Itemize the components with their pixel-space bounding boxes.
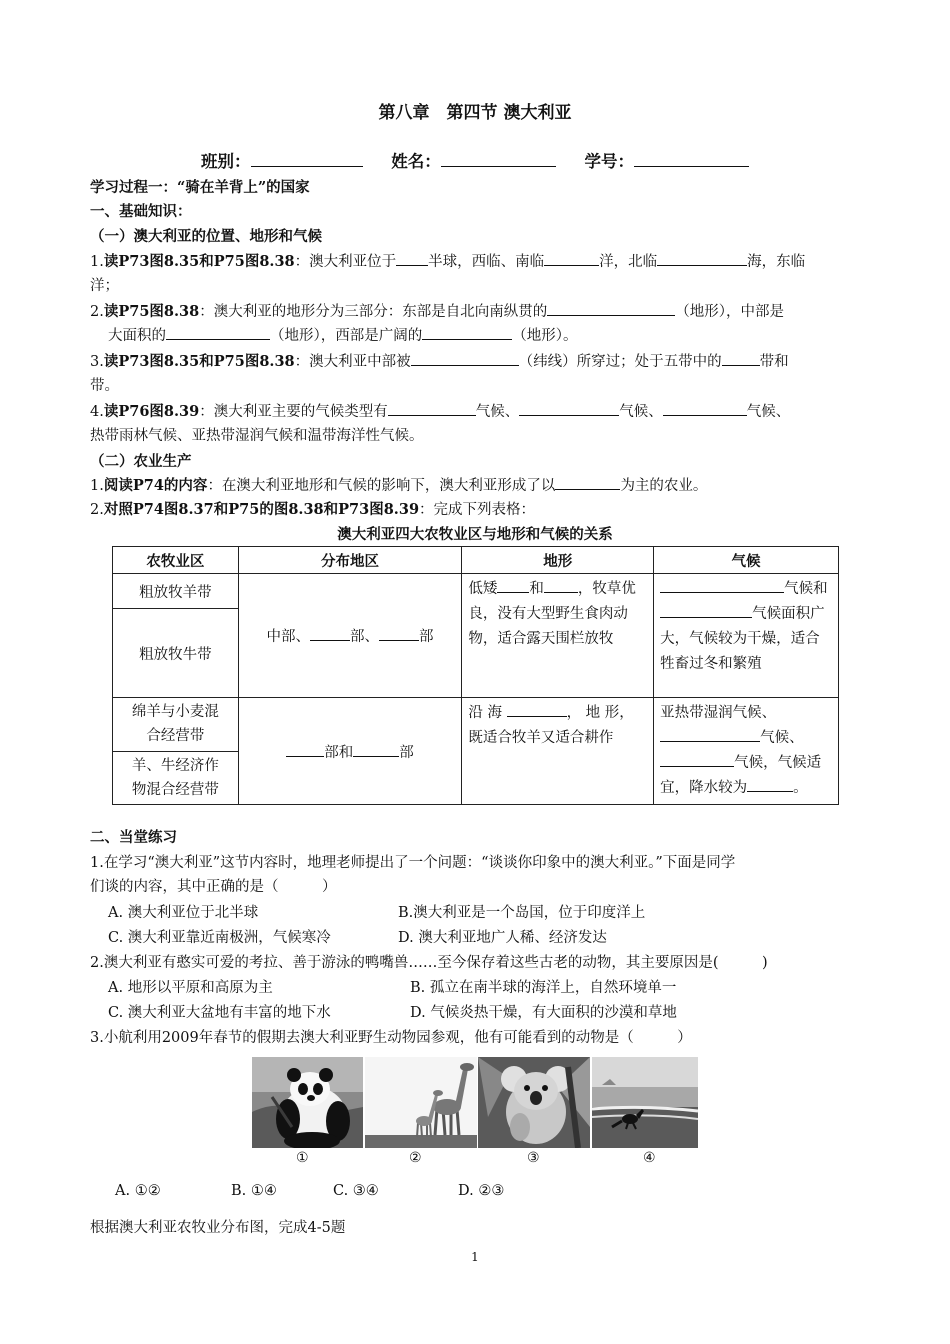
latitude-blank[interactable] [411, 350, 519, 366]
west-ocean-blank[interactable] [544, 250, 599, 266]
giraffe-icon [365, 1057, 477, 1148]
process-heading: 学习过程一：“骑在羊背上”的国家 [90, 179, 310, 196]
header-terrain: 地形 [462, 547, 654, 574]
header-climate: 气候 [654, 547, 839, 574]
exercise-1-stem-line1: 1.在学习“澳大利亚”这节内容时，地理老师提出了一个问题：“谈谈你印象中的澳大利亚。”下面是同学 [90, 855, 736, 871]
exercise-3-option-b[interactable]: B. ①④ [231, 1183, 277, 1199]
exercise-1-option-a[interactable]: A. 澳大利亚位于北半球 [108, 905, 259, 921]
question-1-line2: 洋； [90, 278, 119, 294]
terrain-cell-1: 低矮 和 ，牧草优良，没有大型野生食肉动物，适合露天围栏放牧 [462, 574, 654, 698]
climate-blank-3[interactable] [663, 400, 747, 416]
exercise-2-option-d[interactable]: D. 气候炎热干燥，有大面积的沙漠和草地 [410, 1005, 677, 1021]
exercise-2-option-a[interactable]: A. 地形以平原和高原为主 [108, 980, 273, 996]
section-practice-heading: 二、当堂练习 [90, 829, 177, 846]
zone-blank-1[interactable] [722, 350, 760, 366]
question-4-line1: 4.读P76图8.39：澳大利亚主要的气候类型有 气候、 气候、 气候、 [90, 400, 790, 421]
table-row [113, 574, 839, 609]
region-cell-2: 部和 部 [238, 698, 462, 805]
next-questions-note: 根据澳大利亚农牧业分布图，完成4-5题 [90, 1220, 346, 1236]
kangaroo-photo [592, 1057, 698, 1148]
west-terrain-blank[interactable] [422, 324, 512, 340]
zone-sheep-grazing: 粗放牧羊带 [113, 574, 239, 609]
class-label: 班别： [201, 152, 251, 171]
east-terrain-blank[interactable] [547, 300, 675, 316]
terrain-blank-2[interactable] [544, 577, 578, 593]
header-region: 分布地区 [238, 547, 462, 574]
subsection-agriculture-heading: （二）农业生产 [90, 453, 192, 470]
zone-sheep-wheat: 绵羊与小麦混 合经营带 [113, 698, 239, 752]
photo-label-2: ② [409, 1150, 422, 1166]
exercise-3-option-a[interactable]: A. ①② [115, 1183, 161, 1199]
section-basic-heading: 一、基础知识： [90, 203, 192, 220]
climate-blank-2[interactable] [519, 400, 619, 416]
page-title: 第八章 第四节 澳大利亚 [378, 103, 572, 123]
class-blank[interactable] [251, 151, 363, 167]
exercise-1-option-d[interactable]: D. 澳大利亚地广人稀、经济发达 [398, 930, 607, 946]
question-2-line2: 大面积的 （地形），西部是广阔的 （地形）。 [108, 324, 578, 345]
exercise-2-option-c[interactable]: C. 澳大利亚大盆地有丰富的地下水 [108, 1005, 331, 1021]
terrain-blank-3[interactable] [507, 701, 567, 717]
climate-table-blank-1[interactable] [660, 577, 784, 593]
page-number: 1 [471, 1250, 479, 1264]
photo-label-3: ③ [527, 1150, 540, 1166]
climate-table-blank-4[interactable] [660, 751, 734, 767]
id-blank[interactable] [634, 151, 749, 167]
panda-icon [252, 1057, 363, 1148]
climate-table-blank-3[interactable] [660, 726, 760, 742]
header-zone: 农牧业区 [113, 547, 239, 574]
climate-blank-1[interactable] [388, 400, 476, 416]
climate-table-blank-5[interactable] [747, 776, 793, 792]
exercise-3-option-c[interactable]: C. ③④ [333, 1183, 379, 1199]
region-blank-2[interactable] [379, 625, 419, 641]
name-label: 姓名： [391, 152, 441, 171]
north-sea-blank[interactable] [657, 250, 747, 266]
kangaroo-icon [592, 1057, 698, 1148]
zone-mixed-crops: 羊、牛经济作 物混合经营带 [113, 751, 239, 805]
region-cell-1: 中部、 部、 部 [238, 574, 462, 698]
koala-photo [478, 1057, 590, 1148]
table-header-row [113, 547, 839, 574]
climate-cell-1: 气候和气候面积广大，气候较为干燥，适合牲畜过冬和繁殖 [654, 574, 839, 698]
climate-cell-2: 亚热带湿润气候、气候、气候，气候适宜，降水较为 。 [654, 698, 839, 805]
exercise-2-stem: 2.澳大利亚有憨实可爱的考拉、善于游泳的鸭嘴兽……至今保存着这些古老的动物，其主要原因是( ) [90, 955, 768, 971]
question-3-line1: 3.读P73图8.35和P75图8.38：澳大利亚中部被 （纬线）所穿过；处于五带中的 带和 [90, 350, 789, 371]
panda-photo [252, 1057, 363, 1148]
question-1-line1: 1.读P73图8.35和P75图8.38：澳大利亚位于 半球，西临、南临 洋，北临 海，东临 [90, 250, 805, 271]
exercise-3-stem: 3.小航利用2009年春节的假期去澳大利亚野生动物园参观，他有可能看到的动物是（ ） [90, 1030, 692, 1046]
question-2-line1: 2.读P75图8.38：澳大利亚的地形分为三部分：东部是自北向南纵贯的 （地形），中部是 [90, 300, 784, 321]
student-info-line [0, 148, 950, 172]
agriculture-zones-table [112, 546, 839, 805]
question-5-line: 1.阅读P74的内容：在澳大利亚地形和气候的影响下，澳大利亚形成了以 为主的农业。 [90, 474, 707, 495]
id-label: 学号： [584, 152, 634, 171]
table-row [113, 698, 839, 752]
subsection-location-heading: （一）澳大利亚的位置、地形和气候 [90, 228, 322, 245]
question-4-line2: 热带雨林气候、亚热带湿润气候和温带海洋性气候。 [90, 428, 424, 444]
terrain-blank-1[interactable] [497, 577, 529, 593]
exercise-1-stem-line2: 们谈的内容，其中正确的是（ ） [90, 879, 337, 895]
agriculture-type-blank[interactable] [555, 474, 620, 490]
table-caption: 澳大利亚四大农牧业区与地形和气候的关系 [337, 526, 613, 543]
question-3-line2: 带。 [90, 378, 119, 394]
giraffe-photo [365, 1057, 477, 1148]
photo-label-1: ① [296, 1150, 309, 1166]
exercise-1-option-c[interactable]: C. 澳大利亚靠近南极洲，气候寒冷 [108, 930, 331, 946]
photo-label-4: ④ [643, 1150, 656, 1166]
climate-table-blank-2[interactable] [660, 602, 752, 618]
middle-terrain-blank[interactable] [166, 324, 270, 340]
exercise-2-option-b[interactable]: B. 孤立在南半球的海洋上，自然环境单一 [410, 980, 677, 996]
zone-cattle-grazing: 粗放牧牛带 [113, 609, 239, 698]
hemisphere-blank[interactable] [396, 250, 428, 266]
koala-icon [478, 1057, 590, 1148]
question-6-line: 2.对照P74图8.37和P75的图8.38和P73图8.39：完成下列表格： [90, 501, 536, 518]
region-blank-3[interactable] [286, 741, 324, 757]
name-blank[interactable] [441, 151, 556, 167]
region-blank-4[interactable] [353, 741, 399, 757]
region-blank-1[interactable] [310, 625, 350, 641]
exercise-3-option-d[interactable]: D. ②③ [458, 1183, 505, 1199]
exercise-1-option-b[interactable]: B.澳大利亚是一个岛国，位于印度洋上 [398, 905, 646, 921]
terrain-cell-2: 沿 海 ， 地 形，既适合牧羊又适合耕作 [462, 698, 654, 805]
